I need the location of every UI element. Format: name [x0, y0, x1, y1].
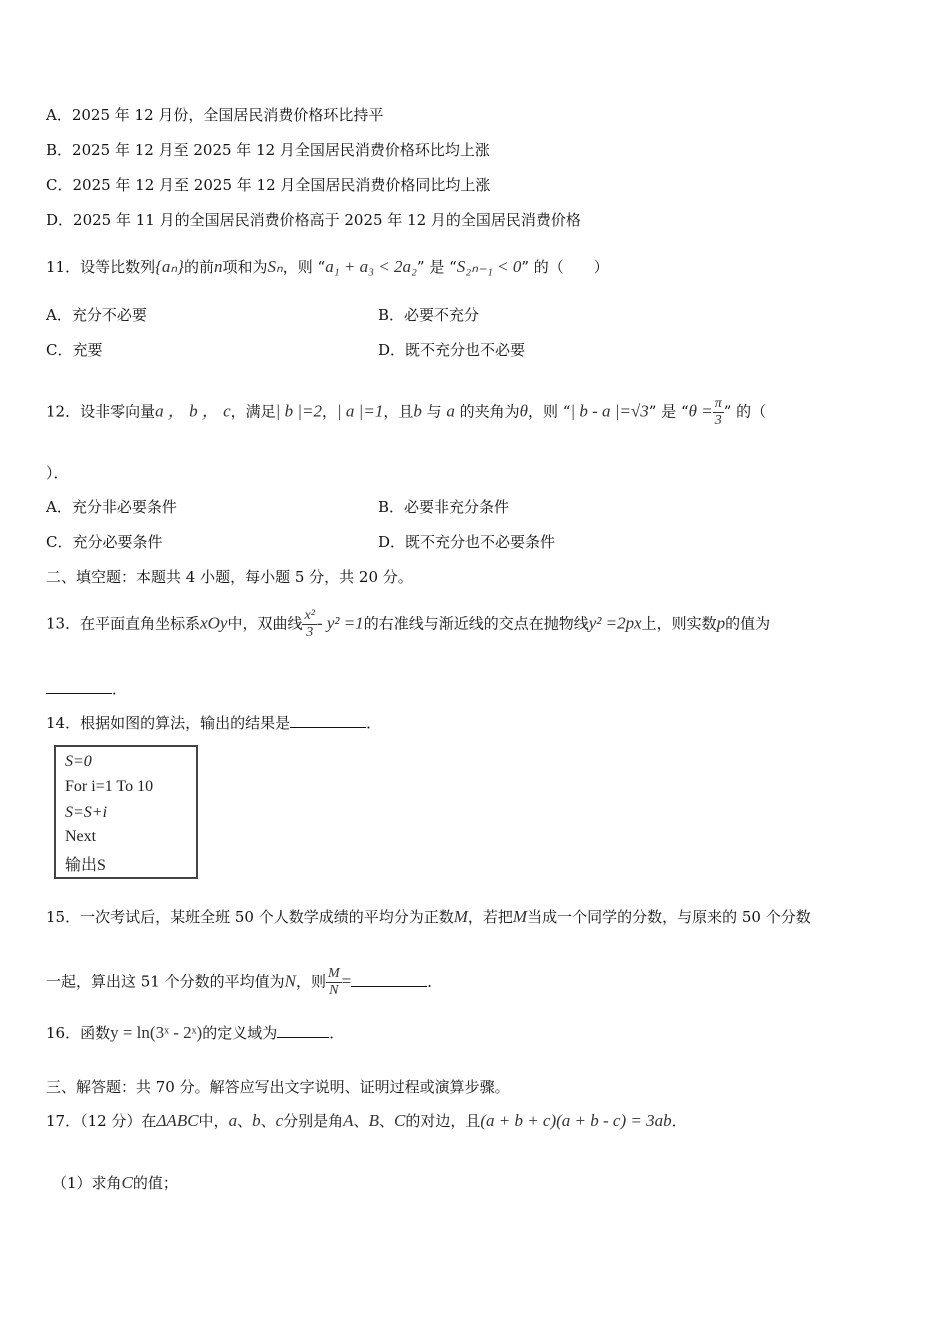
q17-sep4: 、 — [378, 1112, 394, 1130]
q16-prefix: 16．函数 — [46, 1024, 111, 1042]
q12-option-a: A．充分非必要条件 — [46, 498, 177, 516]
q13-fraction — [302, 608, 316, 641]
q12-cond2-lhs: θ = — [688, 401, 713, 421]
q15-fraction — [326, 966, 342, 999]
q14-end: ． — [366, 714, 382, 732]
q17-part1C: C — [121, 1173, 133, 1192]
q11-option-d: D．既不充分也不必要 — [378, 341, 526, 359]
q12-line2: ）． — [46, 464, 69, 482]
q16-t1: 的定义域为 — [202, 1024, 278, 1042]
q17-stem — [46, 1110, 687, 1131]
q12-t2: ， — [321, 402, 337, 421]
algo-line-5: 输出S — [65, 857, 106, 874]
q12-vars: a ， b ， c — [155, 401, 231, 421]
q15-line2b: ，则 — [295, 972, 326, 991]
q13-end: ． — [112, 680, 128, 698]
q15-M: M — [453, 907, 468, 926]
q13-prefix: 13．在平面直角坐标系 — [46, 614, 201, 633]
q12-t3: ，且 — [383, 402, 414, 421]
q15-answer-blank[interactable] — [351, 972, 427, 987]
q17-prefix: 17．（12 分）在 — [46, 1112, 157, 1130]
q12-t6: ，则 “ — [528, 402, 571, 421]
q13-answer-blank[interactable] — [46, 679, 112, 694]
q11-option-b: B．必要不充分 — [378, 306, 480, 324]
q11-mid2: 项和为 — [222, 258, 268, 276]
q14-stem — [46, 712, 381, 733]
q13-p: p — [716, 613, 726, 633]
q10-option-d: D．2025 年 11 月的全国居民消费价格高于 2025 年 12 月的全国居民消费价格 — [46, 211, 581, 229]
q12-c2: | a |=1 — [337, 401, 384, 421]
q12-b: b — [413, 401, 422, 421]
q11-seq: {aₙ} — [155, 257, 184, 276]
q17-A: A — [343, 1111, 354, 1130]
q14-answer-blank[interactable] — [290, 713, 366, 728]
q10-option-a: A．2025 年 12 月份，全国居民消费价格环比持平 — [46, 106, 384, 124]
q17-t3: 的对边，且 — [405, 1112, 481, 1130]
q15-line1b: ，若把 — [467, 908, 513, 926]
q12-a: a — [446, 401, 455, 421]
q17-end: ． — [671, 1112, 687, 1130]
q15-fden: N — [329, 983, 339, 998]
q13-stem — [46, 608, 770, 641]
q16-stem — [46, 1022, 344, 1043]
q11-option-c: C．充要 — [46, 341, 103, 359]
q13-xoy: xOy — [200, 613, 228, 633]
q12-cond2-den: 3 — [714, 413, 722, 428]
q17-part1a: （1）求角 — [52, 1174, 122, 1192]
q17-cond: (a + b + c)(a + b - c) = 3ab — [480, 1111, 672, 1130]
q11-prefix: 11．设等比数列 — [46, 258, 156, 276]
q12-option-b: B．必要非充分条件 — [378, 498, 510, 516]
section-solutions-heading: 三、解答题：共 70 分。解答应写出文字说明、证明过程或演算步骤。 — [46, 1078, 510, 1096]
q13-num: x² — [304, 608, 315, 623]
q17-part1 — [52, 1172, 178, 1193]
q17-tri: ΔABC — [156, 1111, 199, 1130]
q13-answer-line — [46, 678, 127, 699]
q12-stem — [46, 396, 766, 429]
q13-t1: 中，双曲线 — [227, 614, 303, 633]
algo-line-2: For i=1 To 10 — [65, 778, 154, 795]
q12-cond2-num: π — [714, 396, 722, 411]
q15-eq: = — [341, 971, 352, 991]
q12-cond2-fraction — [713, 396, 724, 429]
q17-t2: 分别是角 — [283, 1112, 344, 1130]
q15-line1 — [46, 906, 811, 927]
q17-part1b: 的值； — [132, 1174, 178, 1192]
q11-option-a: A．充分不必要 — [46, 306, 147, 324]
q11-mid4: ” 是 “ — [416, 258, 457, 276]
q16-answer-blank[interactable] — [277, 1023, 329, 1038]
q15-line1a: 15．一次考试后，某班全班 50 个人数学成绩的平均分为正数 — [46, 908, 454, 926]
q13-t4: 的值为 — [725, 614, 771, 633]
q12-option-c: C．充分必要条件 — [46, 533, 163, 551]
section-fill-in-heading: 二、填空题：本题共 4 小题，每小题 5 分，共 20 分。 — [46, 568, 413, 586]
q12-c1: | b |=2 — [275, 401, 322, 421]
q15-end: ． — [427, 972, 443, 991]
q13-den: 3 — [306, 625, 314, 640]
q12-theta: θ — [519, 401, 529, 421]
q11-suffix: ” 的（ ） — [521, 258, 609, 276]
q17-sep2: 、 — [260, 1112, 276, 1130]
q17-b: b — [252, 1111, 261, 1130]
q17-sep1: 、 — [237, 1112, 253, 1130]
q17-B: B — [368, 1111, 379, 1130]
q17-c: c — [275, 1111, 284, 1130]
q12-prefix: 12．设非零向量 — [46, 402, 156, 421]
q16-end: ． — [329, 1024, 345, 1042]
q13-t3: 上，则实数 — [641, 614, 717, 633]
q15-fnum: M — [327, 966, 340, 981]
q15-N: N — [284, 971, 296, 991]
q14-text: 14．根据如图的算法，输出的结果是 — [46, 714, 291, 732]
q15-line1c: 当成一个同学的分数，与原来的 50 个分数 — [527, 908, 811, 926]
q11-mid3: ，则 “ — [282, 258, 326, 276]
q12-t5: 的夹角为 — [454, 402, 520, 421]
q12-t8: ” 的（ — [723, 402, 767, 421]
q11-mid1: 的前 — [183, 258, 214, 276]
q13-t2: 的右准线与渐近线的交点在抛物线 — [363, 614, 589, 633]
q12-cond1: | b - a |=√3 — [570, 401, 649, 421]
q15-M2: M — [512, 907, 528, 926]
algo-line-4: Next — [65, 828, 97, 845]
q10-option-c: C．2025 年 12 月至 2025 年 12 月全国居民消费价格同比均上涨 — [46, 176, 491, 194]
q12-option-d: D．既不充分也不必要条件 — [378, 533, 556, 551]
q17-a: a — [228, 1111, 238, 1130]
q17-C: C — [393, 1111, 406, 1130]
q14-algorithm-box — [54, 745, 198, 879]
q12-t7: ” 是 “ — [648, 402, 689, 421]
q11-cond1: a₁ + a₃ < 2a₂ — [325, 257, 417, 276]
q15-line2a: 一起，算出这 51 个分数的平均值为 — [46, 972, 285, 991]
q17-sep3: 、 — [353, 1112, 369, 1130]
q12-t1: ，满足 — [230, 402, 276, 421]
q16-func: y = ln(3ˣ - 2ˣ) — [110, 1023, 203, 1042]
q12-t4: 与 — [421, 402, 447, 421]
q17-t1: 中， — [198, 1112, 229, 1130]
q13-rest: - y² =1 — [316, 613, 364, 633]
q11-cond2: S₂ₙ₋₁ < 0 — [456, 257, 522, 276]
q11-S: Sₙ — [267, 257, 283, 276]
q13-parabola: y² =2px — [588, 613, 642, 633]
q15-line2 — [46, 966, 442, 999]
q10-option-b: B．2025 年 12 月至 2025 年 12 月全国居民消费价格环比均上涨 — [46, 141, 490, 159]
algo-line-3: S=S+i — [65, 804, 108, 821]
algo-line-1: S=0 — [65, 753, 92, 770]
q11-stem — [46, 256, 609, 277]
q11-n: n — [213, 257, 223, 276]
